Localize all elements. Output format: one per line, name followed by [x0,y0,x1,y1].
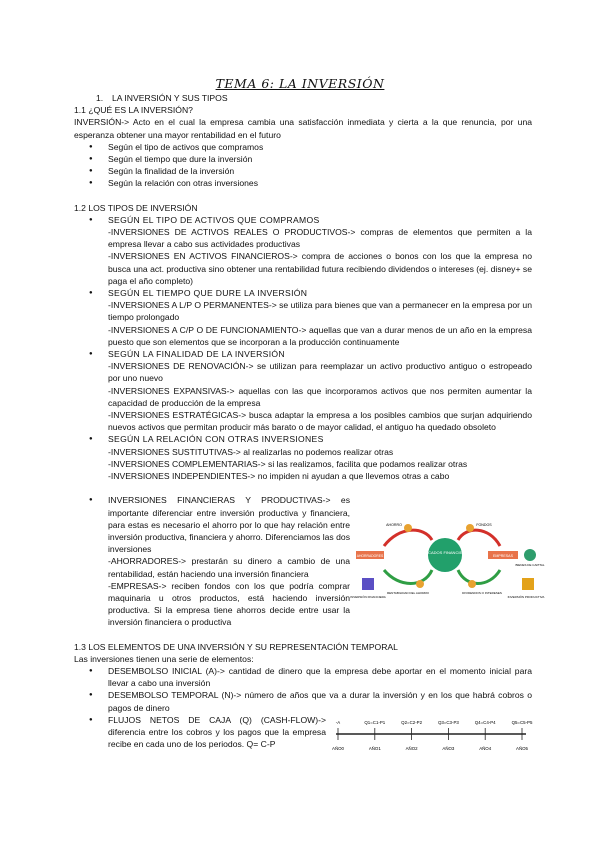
elements-list [74,665,532,714]
section-number: 1. [96,93,104,103]
timeline-cashflow-label: Q2=C2-P2 [401,719,423,725]
money-bag-icon [404,524,412,532]
list-item: ● DESEMBOLSO INICIAL (A)-> cantidad de dinero que la empresa debe aportar en el momento inicial para llevar a cabo una inversión [74,665,532,689]
timeline-cashflow-label: Q5=C5-P5 [511,719,533,725]
timeline-year-label: AÑO1 [368,745,381,751]
list-item: ● Según el tiempo que dure la inversión [74,153,532,165]
timeline-cashflow-label: -A [335,719,341,725]
flow-arrow [384,570,432,584]
bullet-text: -INVERSIONES COMPLEMENTARIAS-> si las realizamos, facilita que podamos realizar otras [108,458,468,469]
savings-label: AHORRO [386,523,402,528]
list-item: ● Según la relación con otras inversiones [74,177,532,189]
savers-label: AHORRADORES [356,554,384,559]
financial-vs-productive [74,494,545,628]
section-title: LA INVERSIÓN Y SUS TIPOS [112,93,228,103]
return-label: RENTABILIDAD DEL AHORRO [386,591,430,596]
timeline-cashflow-label: Q3=C3-P3 [437,719,459,725]
bullet-text: -INVERSIONES ESTRATÉGICAS-> busca adaptar la empresa a los posibles cambios que surjan adquiriendo nuevos activos que permitan producir más barato o de mayor calidad, el antiguo ha quedado obsoleto [108,410,532,433]
bullet-text: -INVERSIONES EN ACTIVOS FINANCIEROS-> compra de acciones o bonos con los que la empresa no busca una act. productiva sino obtener una rentabilidad futura recibiendo dividendos o intereses (ej. disney+ se paga el año completo) [108,251,532,286]
subsection-1-3-heading: 1.3 LOS ELEMENTOS DE UNA INVERSIÓN Y SU REPRESENTACIÓN TEMPORAL [74,641,398,652]
investment-flow-diagram [350,518,545,614]
productive-investment-icon [522,578,534,590]
timeline-year-label: AÑO2 [405,745,418,751]
list-item: ● DESEMBOLSO TEMPORAL (N)-> número de años que va a durar la inversión y en los que habrá cobros o pagos de dinero [74,689,532,713]
list-item [74,433,532,482]
bullet-title: ● SEGÚN EL TIEMPO QUE DURE LA INVERSIÓN [108,288,308,299]
financial-investment-icon [362,578,374,590]
bullet-text: -INVERSIONES SUSTITUTIVAS-> al realizarlas no podemos realizar otras [108,446,394,457]
content [74,92,545,754]
bullet-text: -EMPRESAS-> reciben fondos con los que podría comprar maquinaria u otros productos, está haciendo inversión productiva. Si la empresa tiene ahorros decide entre usar la inversión financiera o productiva [108,580,350,628]
money-bag-icon [466,524,474,532]
timeline-year-label: AÑO3 [442,745,455,751]
timeline-year-label: AÑO4 [479,745,492,751]
bullet-title: ● SEGÚN EL TIPO DE ACTIVOS QUE COMPRAMOS [108,214,320,225]
list-item [74,287,532,348]
bullet-text: -AHORRADORES-> prestarán su dinero a cambio de una rentabilidad, están haciendo una inversión financiera [108,556,350,579]
productive-investment-label: INVERSIÓN PRODUCTIVA [507,595,545,600]
section-1-heading [74,92,532,104]
timeline-cashflow-label: Q1=C1-P1 [364,719,386,725]
list-item: ● Según el tipo de activos que compramos [74,141,532,153]
subsection-1-1-heading: 1.1 ¿QUÉ ES LA INVERSIÓN? [74,105,193,116]
bullet-text: -INVERSIONES DE ACTIVOS REALES O PRODUCTIVOS-> compras de elementos que permiten a la empresa llevar a cabo sus actividades productivas [108,227,532,250]
bullet-title: ● SEGÚN LA RELACIÓN CON OTRAS INVERSIONES [108,434,324,445]
page-title: TEMA 6: LA INVERSIÓN [215,76,385,91]
bullet-text: -INVERSIONES A C/P O DE FUNCIONAMIENTO-> aquellas que van a durar menos de un año en la empresa puesto que son elementos que se incorporan a la producción continuamente [108,324,532,347]
list-item [74,494,350,628]
cashflow-row [74,714,532,754]
list-item [74,348,532,433]
timeline-cashflow-label: Q4=C4-P4 [474,719,496,725]
timeline-year-label: AÑO0 [332,745,344,751]
subsection-1-2-heading: 1.2 LOS TIPOS DE INVERSIÓN [74,202,198,213]
inversion-definition: INVERSIÓN-> Acto en el cual la empresa cambia una satisfacción inmediata y cierta a la que renuncia, por una esperanza obtener una mayor rentabilidad en el futuro [74,117,532,140]
types-list [74,141,532,190]
capital-goods-label: BIENES DE CAPITAL [515,563,545,568]
bullet-title: ● SEGÚN LA FINALIDAD DE LA INVERSIÓN [108,349,285,360]
flow-arrow [384,530,432,546]
center-label: MERCADOS FINANCIEROS [419,550,471,556]
financial-investment-label: INVERSIÓN FINANCIERA [350,595,386,600]
list-item: ● FLUJOS NETOS DE CAJA (Q) (CASH-FLOW)-> diferencia entre los cobros y los pagos que la empresa recibe en cada uno de los periodos. Q= C-P [74,714,326,751]
money-bag-icon [416,580,424,588]
investment-types-list [74,214,532,482]
bullet-text: -INVERSIONES INDEPENDIENTES-> no impiden ni ayudan a que llevemos otras a cabo [108,471,450,482]
cashflow-timeline [326,714,532,756]
bullet-text: -INVERSIONES DE RENOVACIÓN-> se utilizan para reemplazar un activo productivo antiguo o estropeado por uno nuevo [108,361,532,384]
markets-circle [428,538,462,572]
companies-label: EMPRESAS [493,554,513,559]
money-bag-icon [468,580,476,588]
list-item: ● Según la finalidad de la inversión [74,165,532,177]
bullet-text: -INVERSIONES EXPANSIVAS-> aquellas con las que incorporamos activos que nos permiten aumentar la capacidad de producción de la empresa [108,385,532,408]
list-item [74,214,532,287]
flow-arrow [458,530,500,546]
bullet-text: ● INVERSIONES FINANCIERAS Y PRODUCTIVAS-> es importante diferenciar entre inversión productiva y financiera, para estas es necesario el ahorro por lo que hay relación entre inversión productiva, financiera y ahorro. Diferenciamos las dos inversiones [108,495,350,555]
dividends-label: DIVIDENDOS O INTERESES [462,591,502,596]
flow-arrow [458,570,500,584]
elements-intro: Las inversiones tienen una serie de elementos: [74,653,254,664]
timeline-year-label: AÑO5 [516,745,528,751]
capital-goods-circle [524,549,536,561]
funds-label: FONDOS [476,523,492,528]
bullet-text: -INVERSIONES A L/P O PERMANENTES-> se utiliza para bienes que van a permanecer en la empresa por un tiempo prolongado [108,300,532,323]
